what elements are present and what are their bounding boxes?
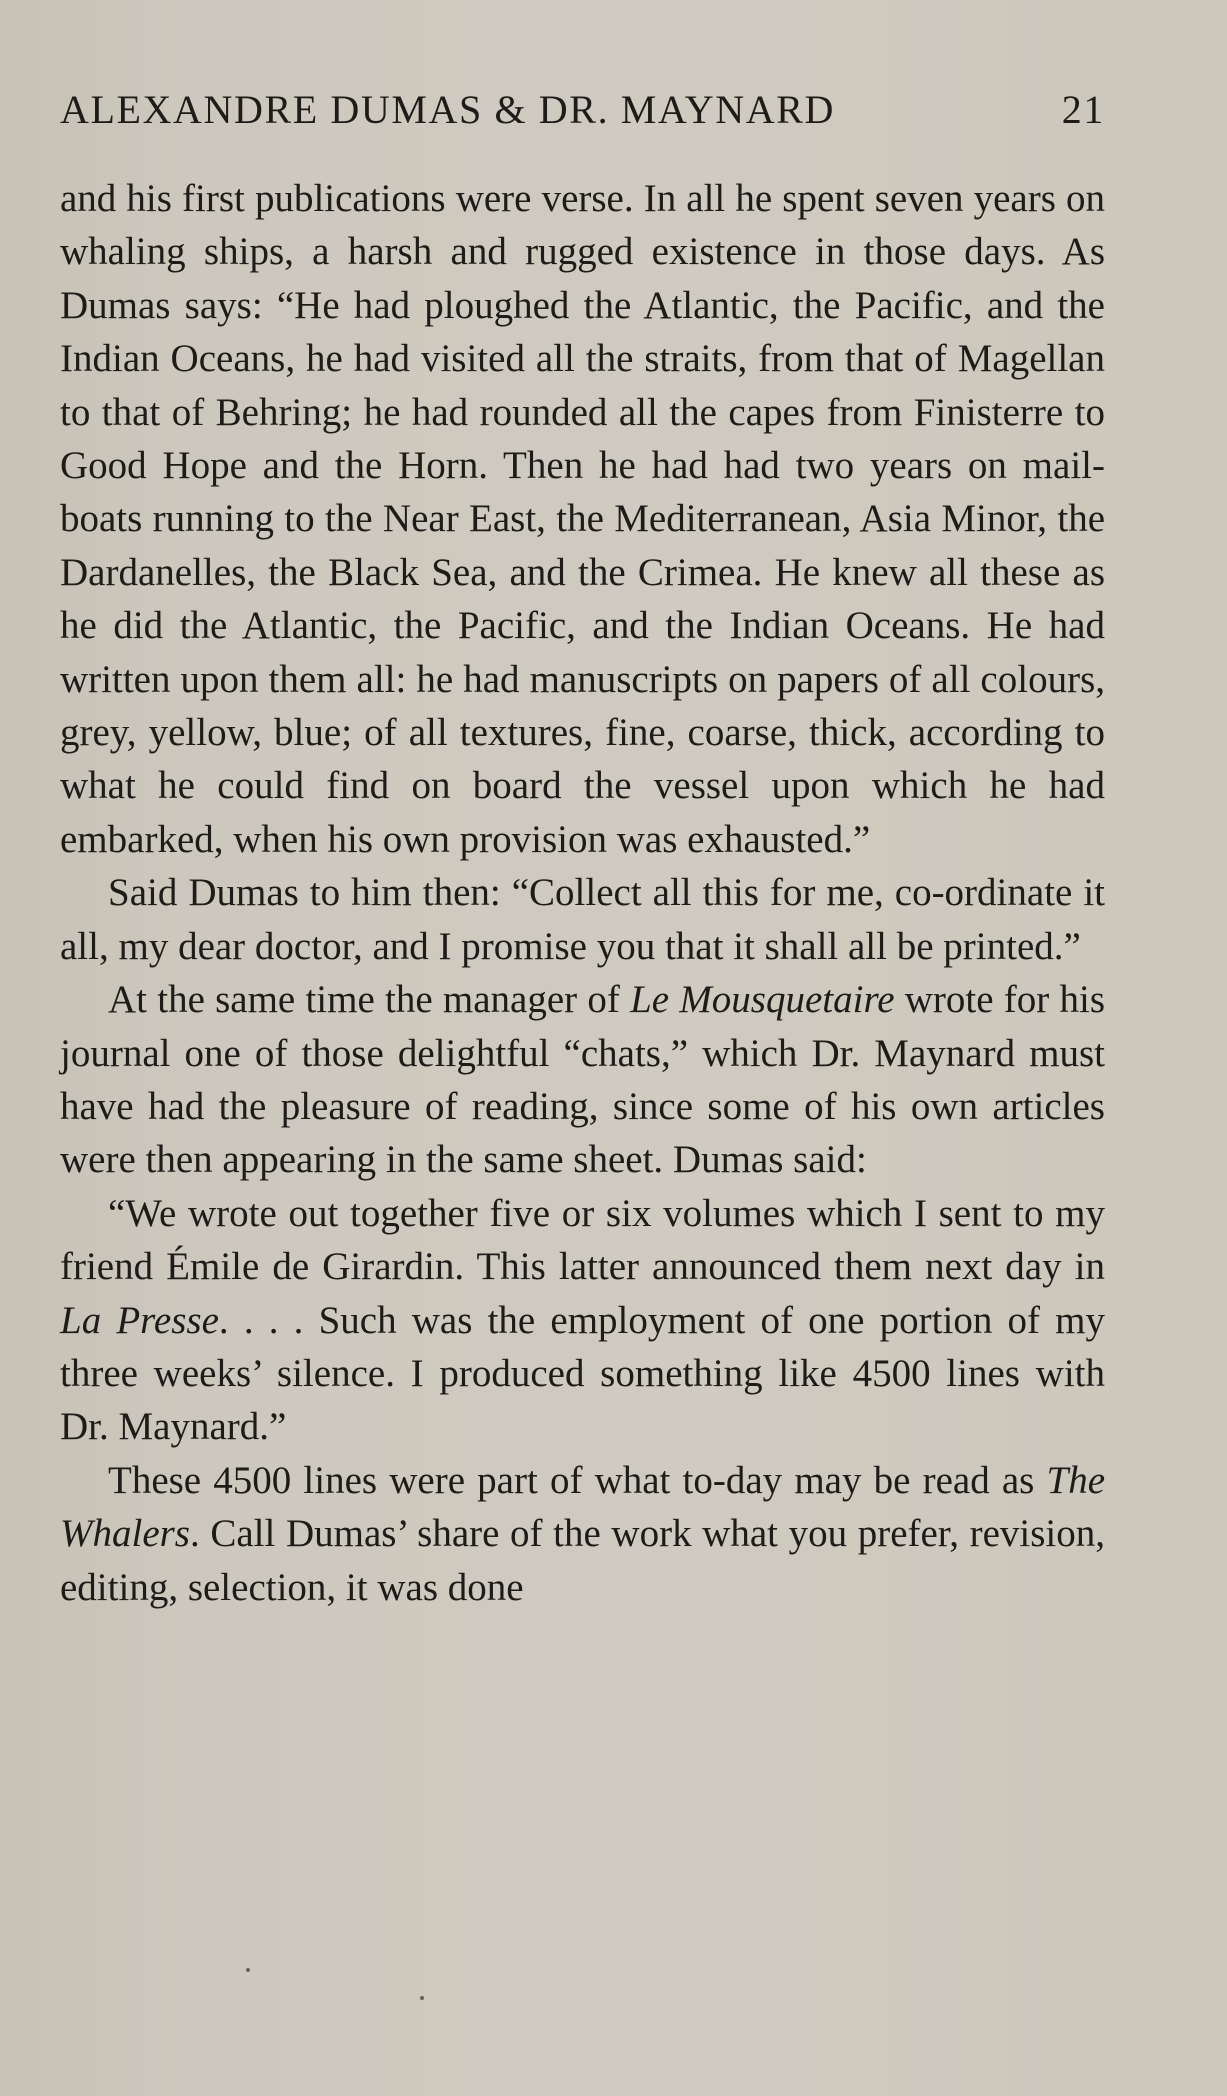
paragraph-3 [60,973,1105,1187]
paragraph-1: and his first publications were verse. In all he spent seven years on whaling ships, a harsh and rugged existence in those days. As Dumas says: “He had ploughed the Atlantic, the Pacific, and the Indian Oceans, he had visited all the straits, from that of Magellan to that of Behring; he had rounded all the capes from Finisterre to Good Hope and the Horn. Then he had had two years on mail-boats running to the Near East, the Mediterranean, Asia Minor, the Dardanelles, the Black Sea, and the Crimea. He knew all these as he did the Atlantic, the Pacific, and the Indian Oceans. He had written upon them all: he had manuscripts on papers of all colours, grey, yellow, blue; of all textures, fine, coarse, thick, according to what he could find on board the vessel upon which he had embarked, when his own provision was exhausted.” [60,177,1105,861]
paragraph-5-text-a: These 4500 lines were part of what to-day may be read as [108,1458,1047,1502]
paragraph-2: Said Dumas to him then: “Collect all this for me, co-ordinate it all, my dear doctor, and I promise you that it shall all be printed.” [60,871,1105,968]
paper-speck [246,1968,250,1972]
paragraph-5 [60,1454,1105,1614]
book-title-the-whalers: The Whalers [60,1458,1105,1556]
paragraph-3-text-a: At the same time the manager of [108,978,631,1022]
running-title: ALEXANDRE DUMAS & DR. MAYNARD [60,87,835,132]
paragraph-4-text-b: . . . . Such was the employment of one portion of my three weeks’ silence. I produced something like 4500 lines with Dr. Maynard.” [60,1298,1105,1449]
paragraph-3-text-b: wrote for his journal one of those delightful “chats,” which Dr. Maynard must have had the pleasure of reading, since some of his own articles were then appearing in the same sheet. Dumas said: [60,978,1105,1182]
paragraph-5-text-b: . Call Dumas’ share of the work what you prefer, revision, editing, selection, it was done [60,1512,1105,1609]
running-header [60,82,1105,138]
journal-title-la-presse: La Presse [60,1298,219,1342]
paragraph-4 [60,1187,1105,1454]
page-number: 21 [1061,87,1105,132]
paragraph-4-text-a: “We wrote out together five or six volumes which I sent to my friend Émile de Girardin. This latter announced them next day in [60,1191,1105,1289]
paper-speck [420,1996,424,2000]
body-text [60,172,1105,1614]
journal-title-le-mousquetaire: Le Mousquetaire [630,978,895,1022]
